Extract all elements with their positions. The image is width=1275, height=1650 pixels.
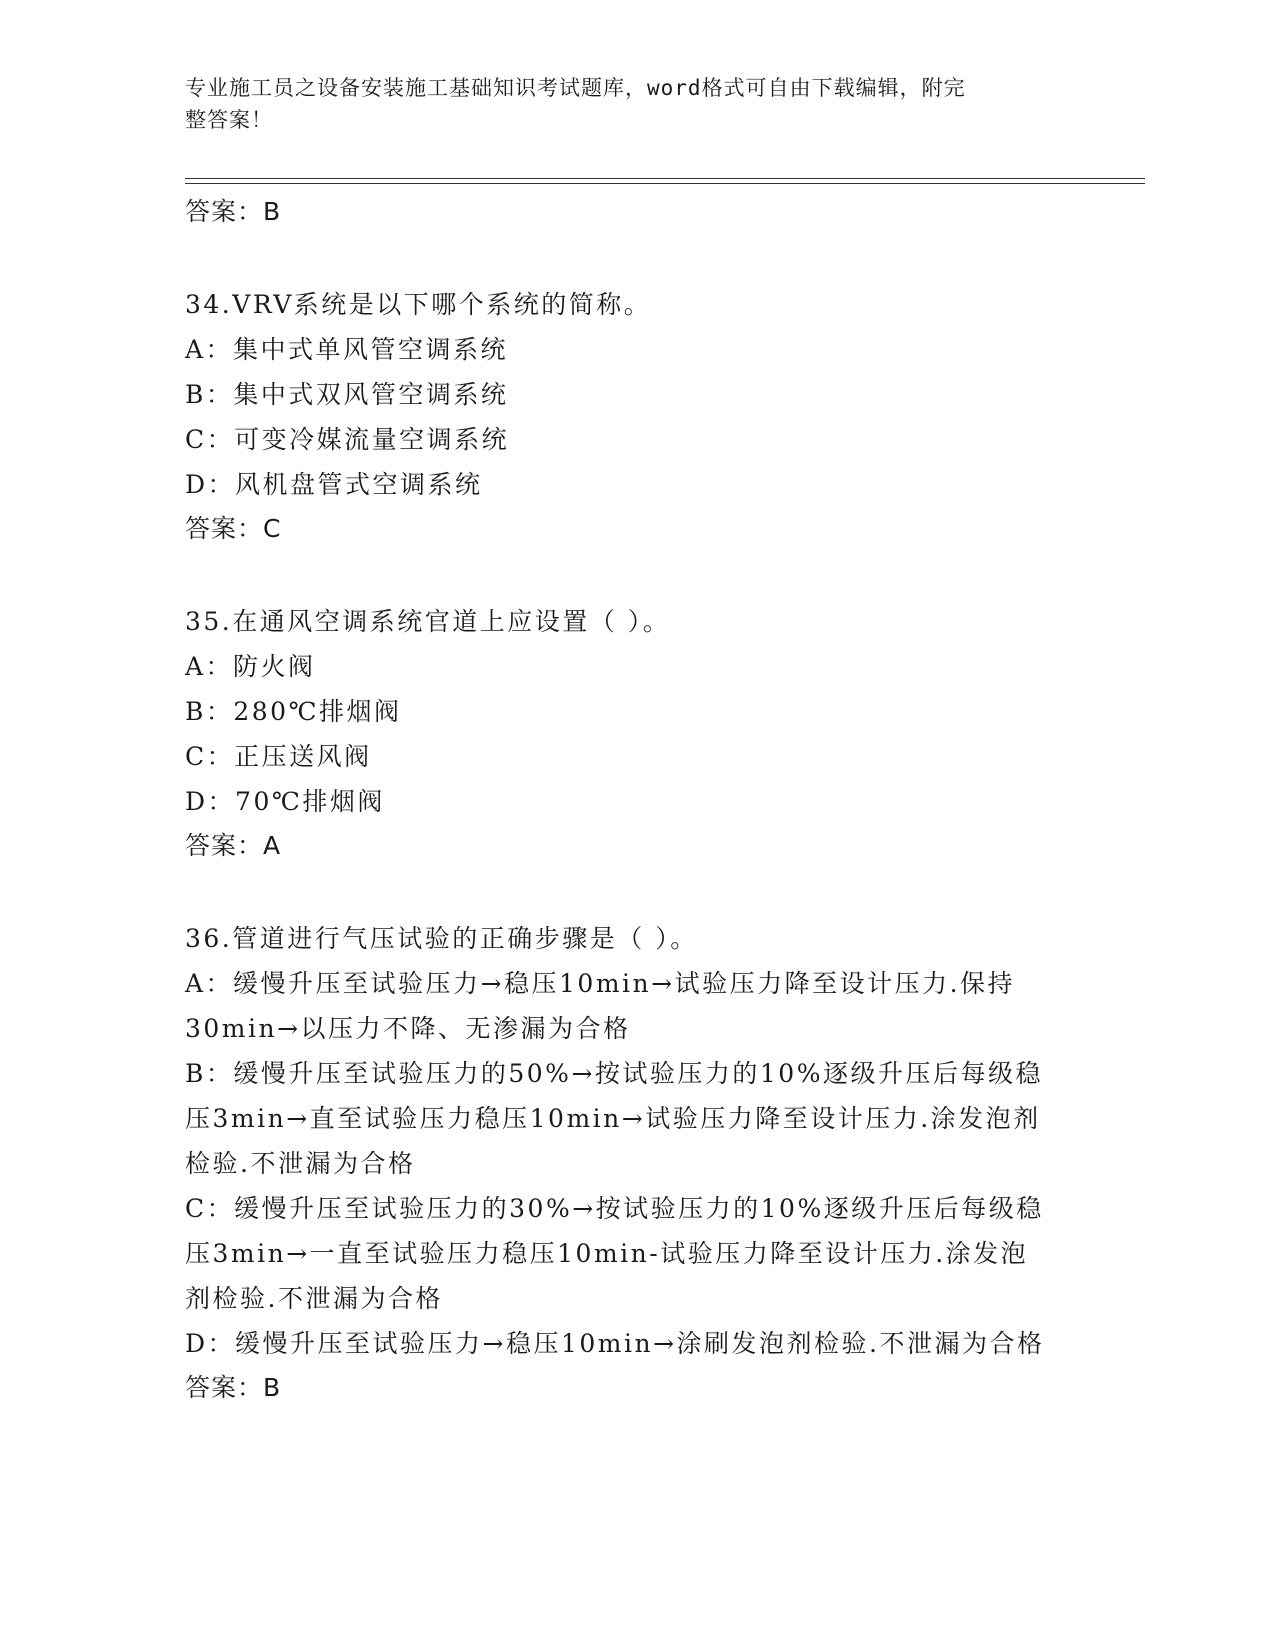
option-b-line-1: B：缓慢升压至试验压力的50%→按试验压力的10%逐级升压后每级稳 (185, 1059, 1043, 1088)
answer: 答案：B (185, 1373, 282, 1402)
option-a-line-2: 30min→以压力不降、无渗漏为合格 (185, 1014, 631, 1043)
option-b: B：集中式双风管空调系统 (185, 380, 509, 409)
document-header (185, 72, 1065, 136)
option-c: C：可变冷媒流量空调系统 (185, 425, 510, 454)
option-c: C：正压送风阀 (185, 742, 372, 771)
option-c (185, 1186, 1085, 1321)
option-c-line-3: 剂检验.不泄漏为合格 (185, 1284, 443, 1313)
question-36 (185, 916, 1085, 1410)
option-d (185, 1321, 1085, 1366)
option-b: B：280℃排烟阀 (185, 697, 402, 726)
question-list (185, 190, 1085, 1410)
question-35 (185, 599, 1085, 868)
option-b-line-3: 检验.不泄漏为合格 (185, 1149, 416, 1178)
answer: 答案：A (185, 831, 282, 860)
option-a (185, 961, 1085, 1051)
option-b (185, 1051, 1085, 1186)
option-c-line-2: 压3min→一直至试验压力稳压10min-试验压力降至设计压力.涂发泡 (185, 1239, 1029, 1268)
header-line-2: 整答案！ (185, 108, 273, 132)
question-stem: 34.VRV系统是以下哪个系统的简称。 (185, 290, 652, 319)
question-stem: 35.在通风空调系统官道上应设置（ ）。 (185, 607, 671, 636)
option-d-line-1: D：缓慢升压至试验压力→稳压10min→涂刷发泡剂检验.不泄漏为合格 (185, 1329, 1045, 1358)
previous-answer: 答案：B (185, 197, 282, 226)
header-divider-top (185, 178, 1145, 179)
header-divider-bottom (185, 183, 1145, 184)
option-d: D：风机盘管式空调系统 (185, 470, 483, 499)
question-34 (185, 282, 1085, 551)
header-line-1: 专业施工员之设备安装施工基础知识考试题库，word格式可自由下载编辑，附完 (185, 76, 966, 100)
option-a-line-1: A：缓慢升压至试验压力→稳压10min→试验压力降至设计压力.保持 (185, 969, 1016, 998)
option-c-line-1: C：缓慢升压至试验压力的30%→按试验压力的10%逐级升压后每级稳 (185, 1194, 1044, 1223)
option-b-line-2: 压3min→直至试验压力稳压10min→试验压力降至设计压力.涂发泡剂 (185, 1104, 1041, 1133)
question-stem: 36.管道进行气压试验的正确步骤是（ ）。 (185, 924, 698, 953)
answer: 答案：C (185, 514, 282, 543)
option-a: A：集中式单风管空调系统 (185, 335, 509, 364)
option-a: A：防火阀 (185, 652, 316, 681)
option-d: D：70℃排烟阀 (185, 787, 385, 816)
